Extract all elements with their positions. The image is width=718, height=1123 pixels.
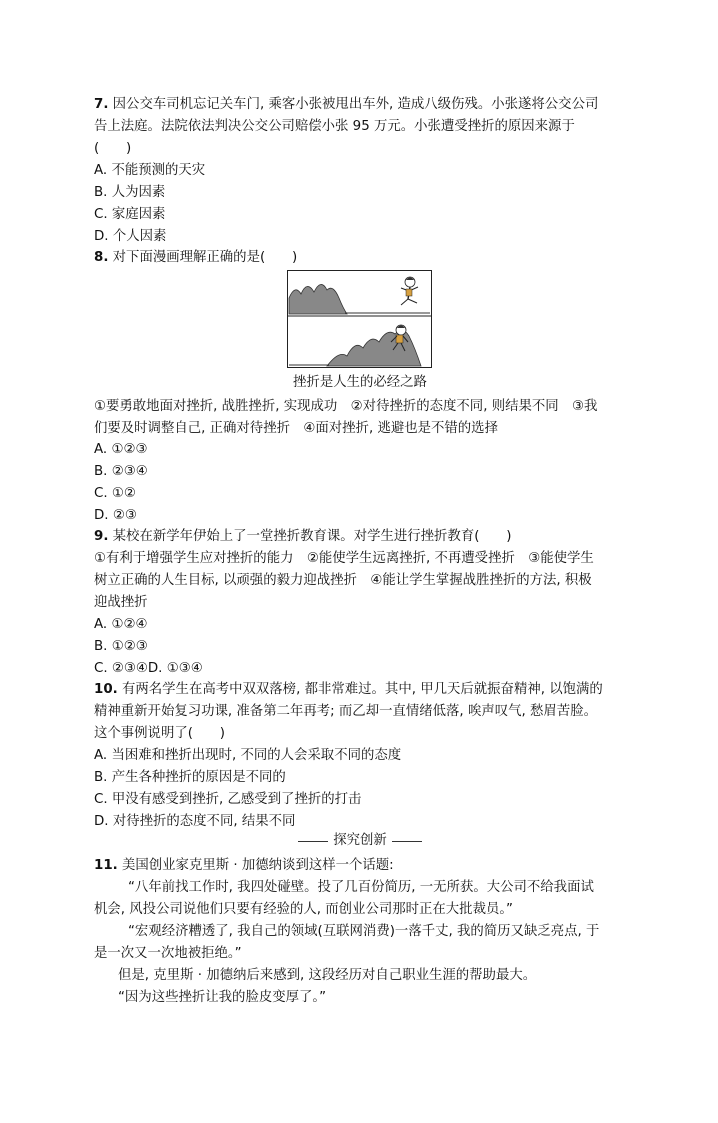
q7-option-a: A. 不能预测的天灾: [94, 163, 206, 178]
q9-statements-line3: 迎战挫折: [94, 595, 148, 610]
q7-option-c: C. 家庭因素: [94, 207, 166, 222]
q10-option-d: D. 对待挫折的态度不同, 结果不同: [94, 814, 296, 829]
q11-quote3: “因为这些挫折让我的脸皮变厚了。”: [118, 990, 327, 1005]
q7-answer-blank: ( ): [94, 141, 132, 156]
q10-option-a: A. 当困难和挫折出现时, 不同的人会采取不同的态度: [94, 748, 402, 763]
q9-option-a: A. ①②④: [94, 617, 148, 632]
q11-quote1-line2: 机会, 风投公司说他们只要有经验的人, 而创业公司那时正在大批裁员。”: [94, 902, 513, 917]
q9-option-b: B. ①②③: [94, 639, 148, 654]
q7-option-d: D. 个人因素: [94, 229, 167, 244]
q8-statements-line2: 们要及时调整自己, 正确对待挫折 ④面对挫折, 逃避也是不错的选择: [94, 421, 498, 436]
q10-option-c: C. 甲没有感受到挫折, 乙感受到了挫折的打击: [94, 792, 362, 807]
q8-stem: 8. 对下面漫画理解正确的是( ): [94, 250, 298, 265]
q9-statements-line1: ①有利于增强学生应对挫折的能力 ②能使学生远离挫折, 不再遭受挫折 ③能使学生: [94, 551, 594, 566]
q7-text: 7. 因公交车司机忘记关车门, 乘客小张被甩出车外, 造成八级伤残。小张遂将公交公司: [94, 97, 599, 112]
section-title: 探究创新: [333, 833, 387, 848]
q11-quote2-line2: 是一次又一次地被拒绝。”: [94, 946, 242, 961]
q10-stem-line2: 精神重新开始复习功课, 准备第二年再考; 而乙却一直情绪低落, 唉声叹气, 愁眉苦脸。: [94, 704, 597, 719]
q7-stem-line2: 告上法庭。法院依法判决公交公司赔偿小张 95 万元。小张遭受挫折的原因来源于: [94, 119, 575, 134]
q8-option-b: B. ②③④: [94, 464, 148, 479]
q8-option-c: C. ①②: [94, 486, 136, 501]
q9-stem: 9. 某校在新学年伊始上了一堂挫折教育课。对学生进行挫折教育( ): [94, 529, 512, 544]
q7-option-b: B. 人为因素: [94, 185, 166, 200]
q8-option-a: A. ①②③: [94, 442, 148, 457]
q10-stem-line3: 这个事例说明了( ): [94, 726, 225, 741]
q8-statements-line1: ①要勇敢地面对挫折, 战胜挫折, 实现成功 ②对待挫折的态度不同, 则结果不同 ③我: [94, 399, 598, 414]
q10-option-b: B. 产生各种挫折的原因是不同的: [94, 770, 286, 785]
section-divider: [298, 831, 422, 851]
q11-paragraph3: 但是, 克里斯 · 加德纳后来感到, 这段经历对自己职业生涯的帮助最大。: [118, 968, 537, 983]
q11-stem: 11. 美国创业家克里斯 · 加德纳谈到这样一个话题:: [94, 858, 394, 873]
q11-quote2-line1: “宏观经济糟透了, 我自己的领域(互联网消费)一落千丈, 我的简历又缺乏亮点, 于: [128, 924, 600, 939]
divider-line-right: [392, 841, 422, 842]
q9-statements-line2: 树立正确的人生目标, 以顽强的毅力迎战挫折 ④能让学生掌握战胜挫折的方法, 积极: [94, 573, 592, 588]
q11-quote1-line1: “八年前找工作时, 我四处碰壁。投了几百份简历, 一无所获。大公司不给我面试: [128, 880, 594, 895]
comic-illustration: [287, 270, 432, 368]
comic-caption: 挫折是人生的必经之路: [293, 375, 427, 390]
q9-option-cd: C. ②③④D. ①③④: [94, 661, 203, 676]
q7-stem-line1: [94, 95, 598, 115]
q8-option-d: D. ②③: [94, 508, 137, 523]
q10-stem-line1: 10. 有两名学生在高考中双双落榜, 都非常难过。其中, 甲几天后就振奋精神, 以饱满的: [94, 682, 603, 697]
divider-line-left: [298, 841, 328, 842]
